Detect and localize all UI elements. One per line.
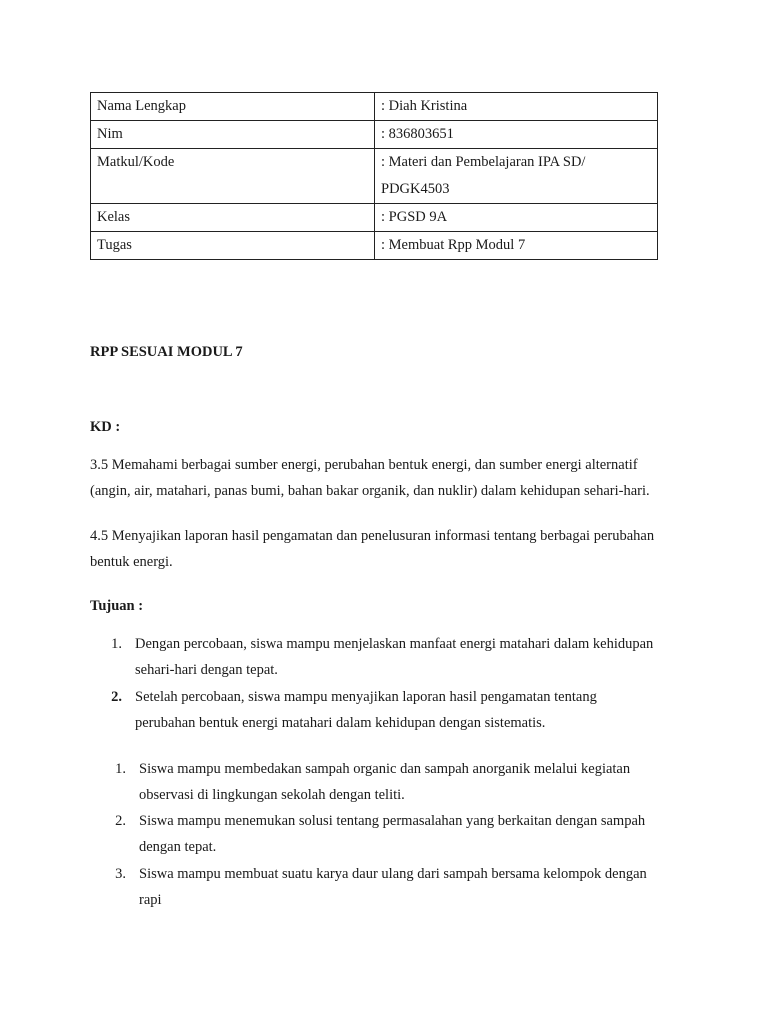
list-line: Siswa mampu membuat suatu karya daur ulang dari sampah bersama kelompok dengan <box>139 866 647 882</box>
table-row <box>91 93 658 121</box>
list-number: 3. <box>115 866 126 882</box>
table-row <box>91 232 658 260</box>
info-label: Tugas <box>91 232 375 260</box>
table-row <box>91 121 658 149</box>
info-label: Nim <box>91 121 375 149</box>
list-number: 1. <box>111 636 122 652</box>
info-value: : Diah Kristina <box>375 93 658 121</box>
info-value <box>375 149 658 204</box>
info-value: : Membuat Rpp Modul 7 <box>375 232 658 260</box>
list-text <box>139 861 647 913</box>
list-text <box>135 684 597 736</box>
list-text <box>139 756 630 808</box>
list-line: Siswa mampu membedakan sampah organic dan sampah anorganik melalui kegiatan <box>139 761 631 777</box>
list-line: perubahan bentuk energi matahari dalam kehidupan dengan sistematis. <box>135 715 546 731</box>
list-line: observasi di lingkungan sekolah dengan teliti. <box>139 787 405 803</box>
list-line: Dengan percobaan, siswa mampu menjelaskan manfaat energi matahari dalam kehidupan <box>135 636 654 652</box>
kd-heading: KD : <box>90 419 121 435</box>
list-line: rapi <box>139 892 162 908</box>
info-label: Kelas <box>91 204 375 232</box>
list-line: Siswa mampu menemukan solusi tentang permasalahan yang berkaitan dengan sampah <box>139 813 646 829</box>
info-value: : PGSD 9A <box>375 204 658 232</box>
list-line: dengan tepat. <box>139 839 217 855</box>
list-text <box>139 808 645 860</box>
paragraph-line: bentuk energi. <box>90 554 173 570</box>
paragraph-line: 3.5 Memahami berbagai sumber energi, perubahan bentuk energi, dan sumber energi alternatif <box>90 457 638 473</box>
list-line: sehari-hari dengan tepat. <box>135 662 278 678</box>
list-text <box>135 631 653 683</box>
table-row <box>91 149 658 204</box>
info-value-line: PDGK4503 <box>381 181 450 197</box>
list-number: 1. <box>115 761 126 777</box>
student-info-table <box>90 92 658 260</box>
table-row <box>91 204 658 232</box>
list-number: 2. <box>115 813 126 829</box>
tujuan-heading: Tujuan : <box>90 598 144 614</box>
list-number: 2. <box>111 689 122 705</box>
kd-paragraph-1 <box>90 452 690 504</box>
info-label: Matkul/Kode <box>91 149 375 204</box>
info-label: Nama Lengkap <box>91 93 375 121</box>
document-title: RPP SESUAI MODUL 7 <box>90 344 243 360</box>
info-value: : 836803651 <box>375 121 658 149</box>
info-value-line: : Materi dan Pembelajaran IPA SD/ <box>381 154 586 170</box>
paragraph-line: 4.5 Menyajikan laporan hasil pengamatan dan penelusuran informasi tentang berbagai perubahan <box>90 528 655 544</box>
list-line: Setelah percobaan, siswa mampu menyajikan laporan hasil pengamatan tentang <box>135 689 597 705</box>
paragraph-line: (angin, air, matahari, panas bumi, bahan bakar organik, dan nuklir) dalam kehidupan sehari-hari. <box>90 483 650 499</box>
kd-paragraph-2 <box>90 523 690 575</box>
